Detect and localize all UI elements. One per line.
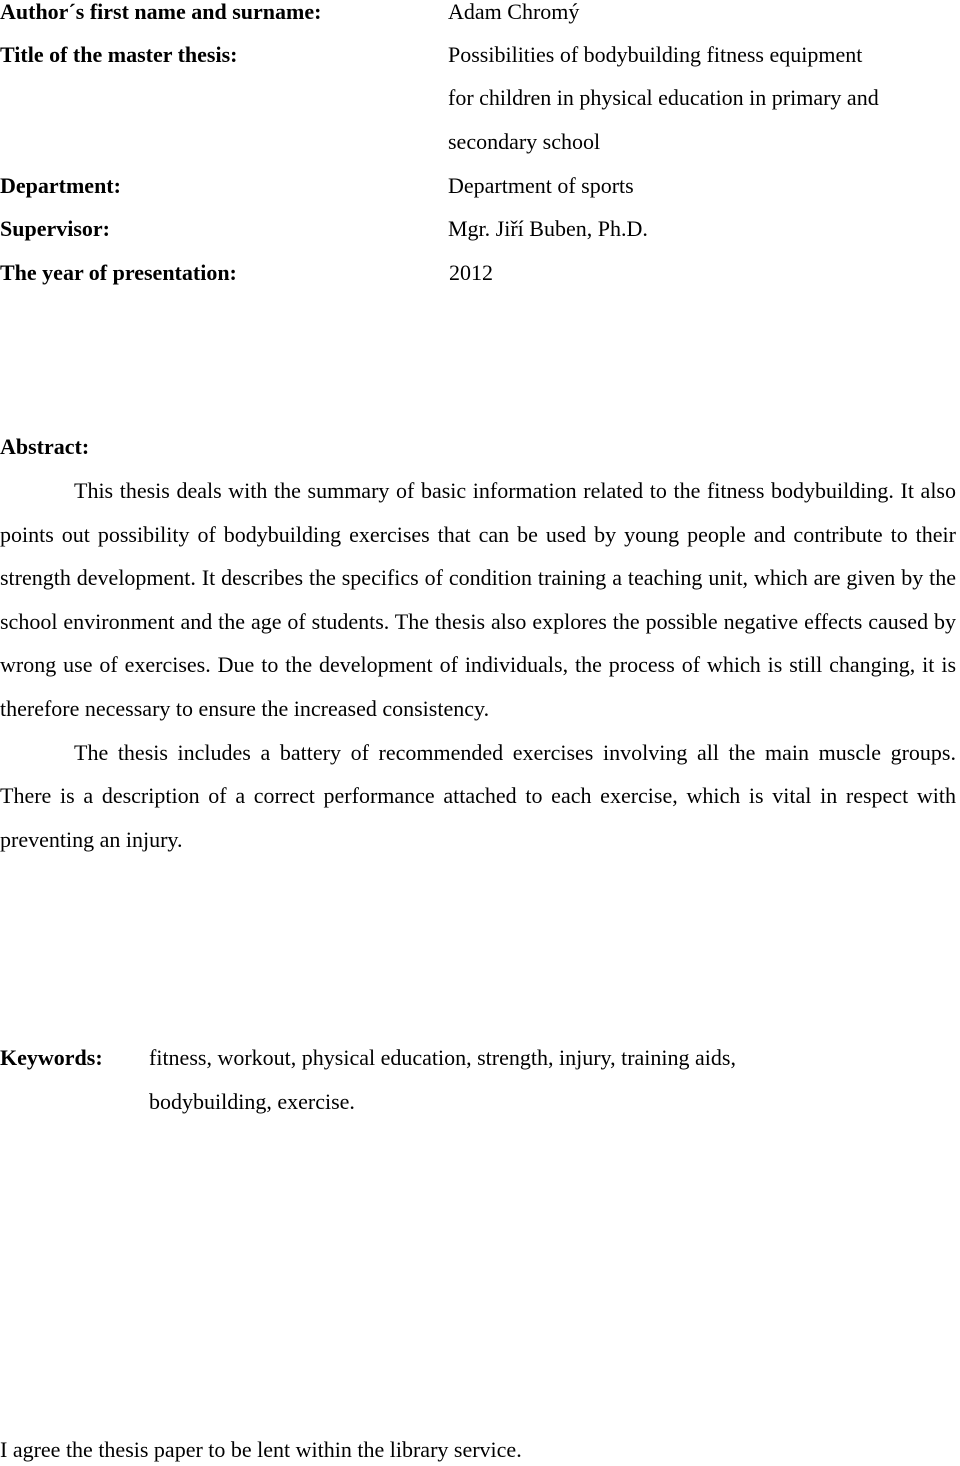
library-agreement: I agree the thesis paper to be lent within the library service. xyxy=(0,1437,522,1462)
title-line-1: Possibilities of bodybuilding fitness equipment xyxy=(448,42,863,67)
abstract-paragraph-1: This thesis deals with the summary of basic information related to the fitness bodybuilding. It also points out possibility of bodybuilding exercises that can be used by young people and contribute to their strength development. It describes the specifics of condition training a teaching unit, which are given by the school environment and the age of students. The thesis also explores the possible negative effects caused by wrong use of exercises. Due to the development of individuals, the process of which is still changing, it is therefore necessary to ensure the increased consistency. xyxy=(0,478,956,721)
year-label: The year of presentation: xyxy=(0,260,237,285)
title-line-3: secondary school xyxy=(448,129,601,154)
abstract-heading: Abstract: xyxy=(0,434,90,459)
author-label: Author´s first name and surname: xyxy=(0,0,322,24)
keywords-value: fitness, workout, physical education, strength, injury, training aids, bodybuilding, exercise. xyxy=(149,1045,736,1114)
supervisor-label: Supervisor: xyxy=(0,216,110,241)
keywords-label: Keywords: xyxy=(0,1045,103,1070)
abstract-body xyxy=(0,469,956,861)
title-line-2: for children in physical education in primary and xyxy=(448,85,879,110)
abstract-paragraph-2: The thesis includes a battery of recommended exercises involving all the main muscle groups. There is a description of a correct performance attached to each exercise, which is vital in respect with preventing an injury. xyxy=(0,739,956,852)
department-value: Department of sports xyxy=(448,173,634,198)
author-value: Adam Chromý xyxy=(448,0,580,24)
title-label: Title of the master thesis: xyxy=(0,42,238,67)
year-value: 2012 xyxy=(449,260,493,285)
department-label: Department: xyxy=(0,173,121,198)
supervisor-value: Mgr. Jiří Buben, Ph.D. xyxy=(448,216,648,241)
